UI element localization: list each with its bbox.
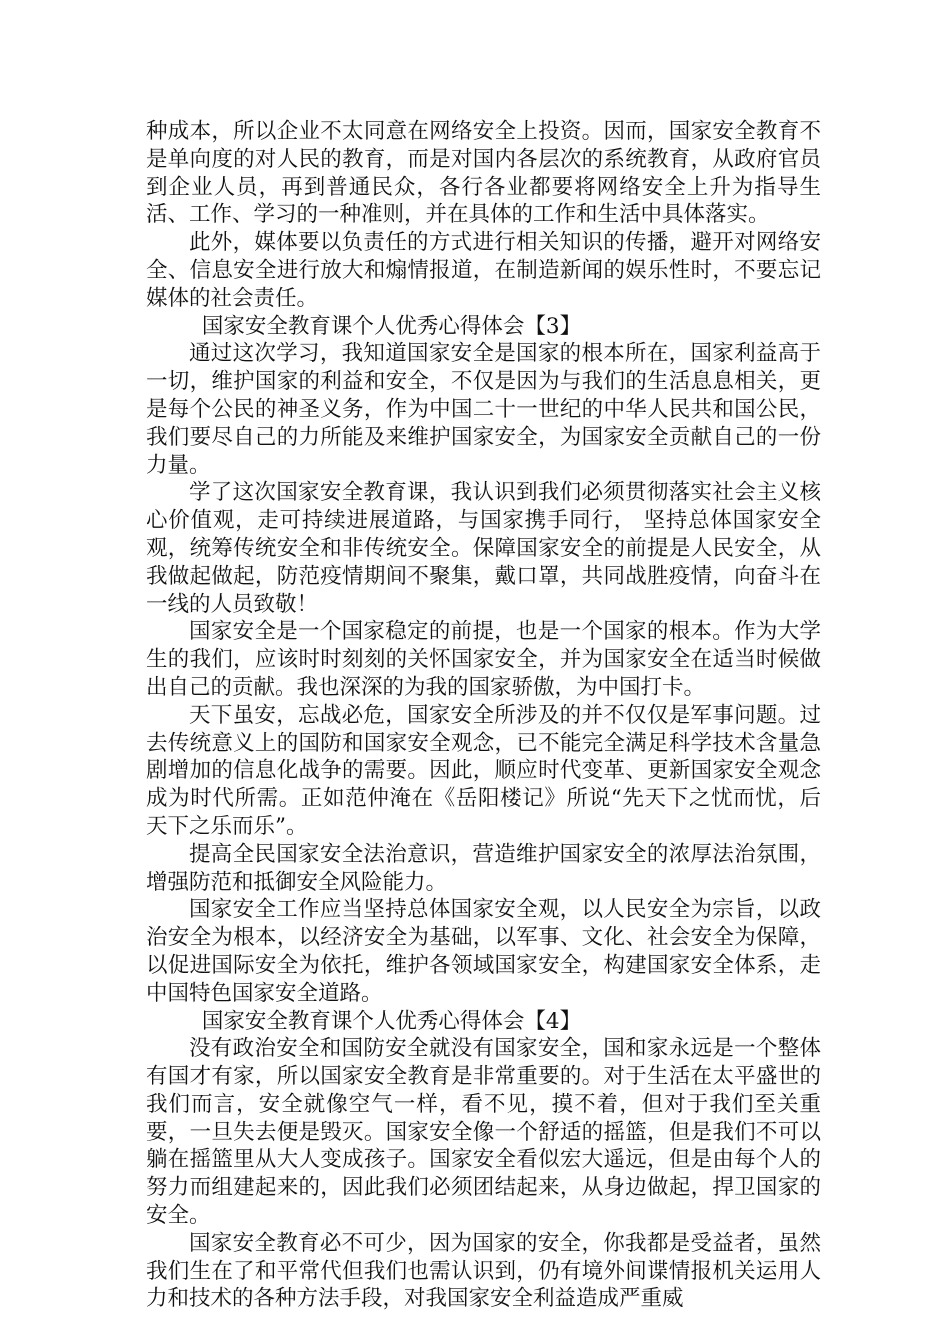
body-paragraph: 学了这次国家安全教育课，我认识到我们必须贯彻落实社会主义核心价值观，走可持续进展道路，与国家携手同行， 坚持总体国家安全观，统筹传统安全和非传统安全。保障国家安全的前提是人民安全，从我做起做起，防范疫情期间不聚集，戴口罩，共同战胜疫情，向奋斗在一线的人员致敬！ <box>146 480 821 617</box>
body-paragraph: 提高全民国家安全法治意识，营造维护国家安全的浓厚法治氛围，增强防范和抵御安全风险能力。 <box>146 841 821 895</box>
section-heading: 国家安全教育课个人优秀心得体会【4】 <box>201 1008 582 1034</box>
body-paragraph: 没有政治安全和国防安全就没有国家安全，国和家永远是一个整体有国才有家，所以国家安全教育是非常重要的。对于生活在太平盛世的我们而言，安全就像空气一样，看不见，摸不着，但对于我们至关重要，一旦失去便是毁灭。国家安全像一个舒适的摇篮，但是我们不可以躺在摇篮里从大人变成孩子。国家安全看似宏大遥远，但是由每个人的努力而组建起来的，因此我们必须团结起来，从身边做起，捍卫国家的安全。 <box>146 1036 821 1229</box>
section-heading: 国家安全教育课个人优秀心得体会【3】 <box>201 313 582 339</box>
body-paragraph: 国家安全教育必不可少，因为国家的安全，你我都是受益者，虽然我们生在了和平常代但我们也需认识到，仍有境外间谍情报机关运用人力和技术的各种方法手段，对我国家安全利益造成严重威 <box>146 1230 821 1312</box>
body-paragraph: 种成本，所以企业不太同意在网络安全上投资。因而，国家安全教育不是单向度的对人民的教育，而是对国内各层次的系统教育，从政府官员到企业人员，再到普通民众，各行各业都要将网络安全上升为指导生活、工作、学习的一种准则，并在具体的工作和生活中具体落实。 <box>146 119 821 228</box>
document-page <box>146 118 821 1313</box>
body-paragraph: 国家安全工作应当坚持总体国家安全观，以人民安全为宗旨，以政治安全为根本，以经济安全为基础，以军事、文化、社会安全为保障，以促进国际安全为依托，维护各领域国家安全，构建国家安全体系，走中国特色国家安全道路。 <box>146 897 821 1006</box>
body-paragraph: 此外，媒体要以负责任的方式进行相关知识的传播，避开对网络安全、信息安全进行放大和煽情报道，在制造新闻的娱乐性时，不要忘记媒体的社会责任。 <box>146 230 821 311</box>
body-paragraph: 国家安全是一个国家稳定的前提，也是一个国家的根本。作为大学生的我们，应该时时刻刻的关怀国家安全，并为国家安全在适当时候做出自己的贡献。我也深深的为我的国家骄傲，为中国打卡。 <box>146 619 821 700</box>
body-paragraph: 天下虽安，忘战必危，国家安全所涉及的并不仅仅是军事问题。过去传统意义上的国防和国家安全观念，已不能完全满足科学技术含量急剧增加的信息化战争的需要。因此，顺应时代变革、更新国家安全观念成为时代所需。正如范仲淹在《岳阳楼记》所说“先天下之忧而忧，后天下之乐而乐”。 <box>146 702 821 839</box>
body-paragraph: 通过这次学习，我知道国家安全是国家的根本所在，国家利益高于一切，维护国家的利益和安全，不仅是因为与我们的生活息息相关，更是每个公民的神圣义务，作为中国二十一世纪的中华人民共和国公民，我们要尽自己的力所能及来维护国家安全，为国家安全贡献自己的一份力量。 <box>146 341 821 478</box>
